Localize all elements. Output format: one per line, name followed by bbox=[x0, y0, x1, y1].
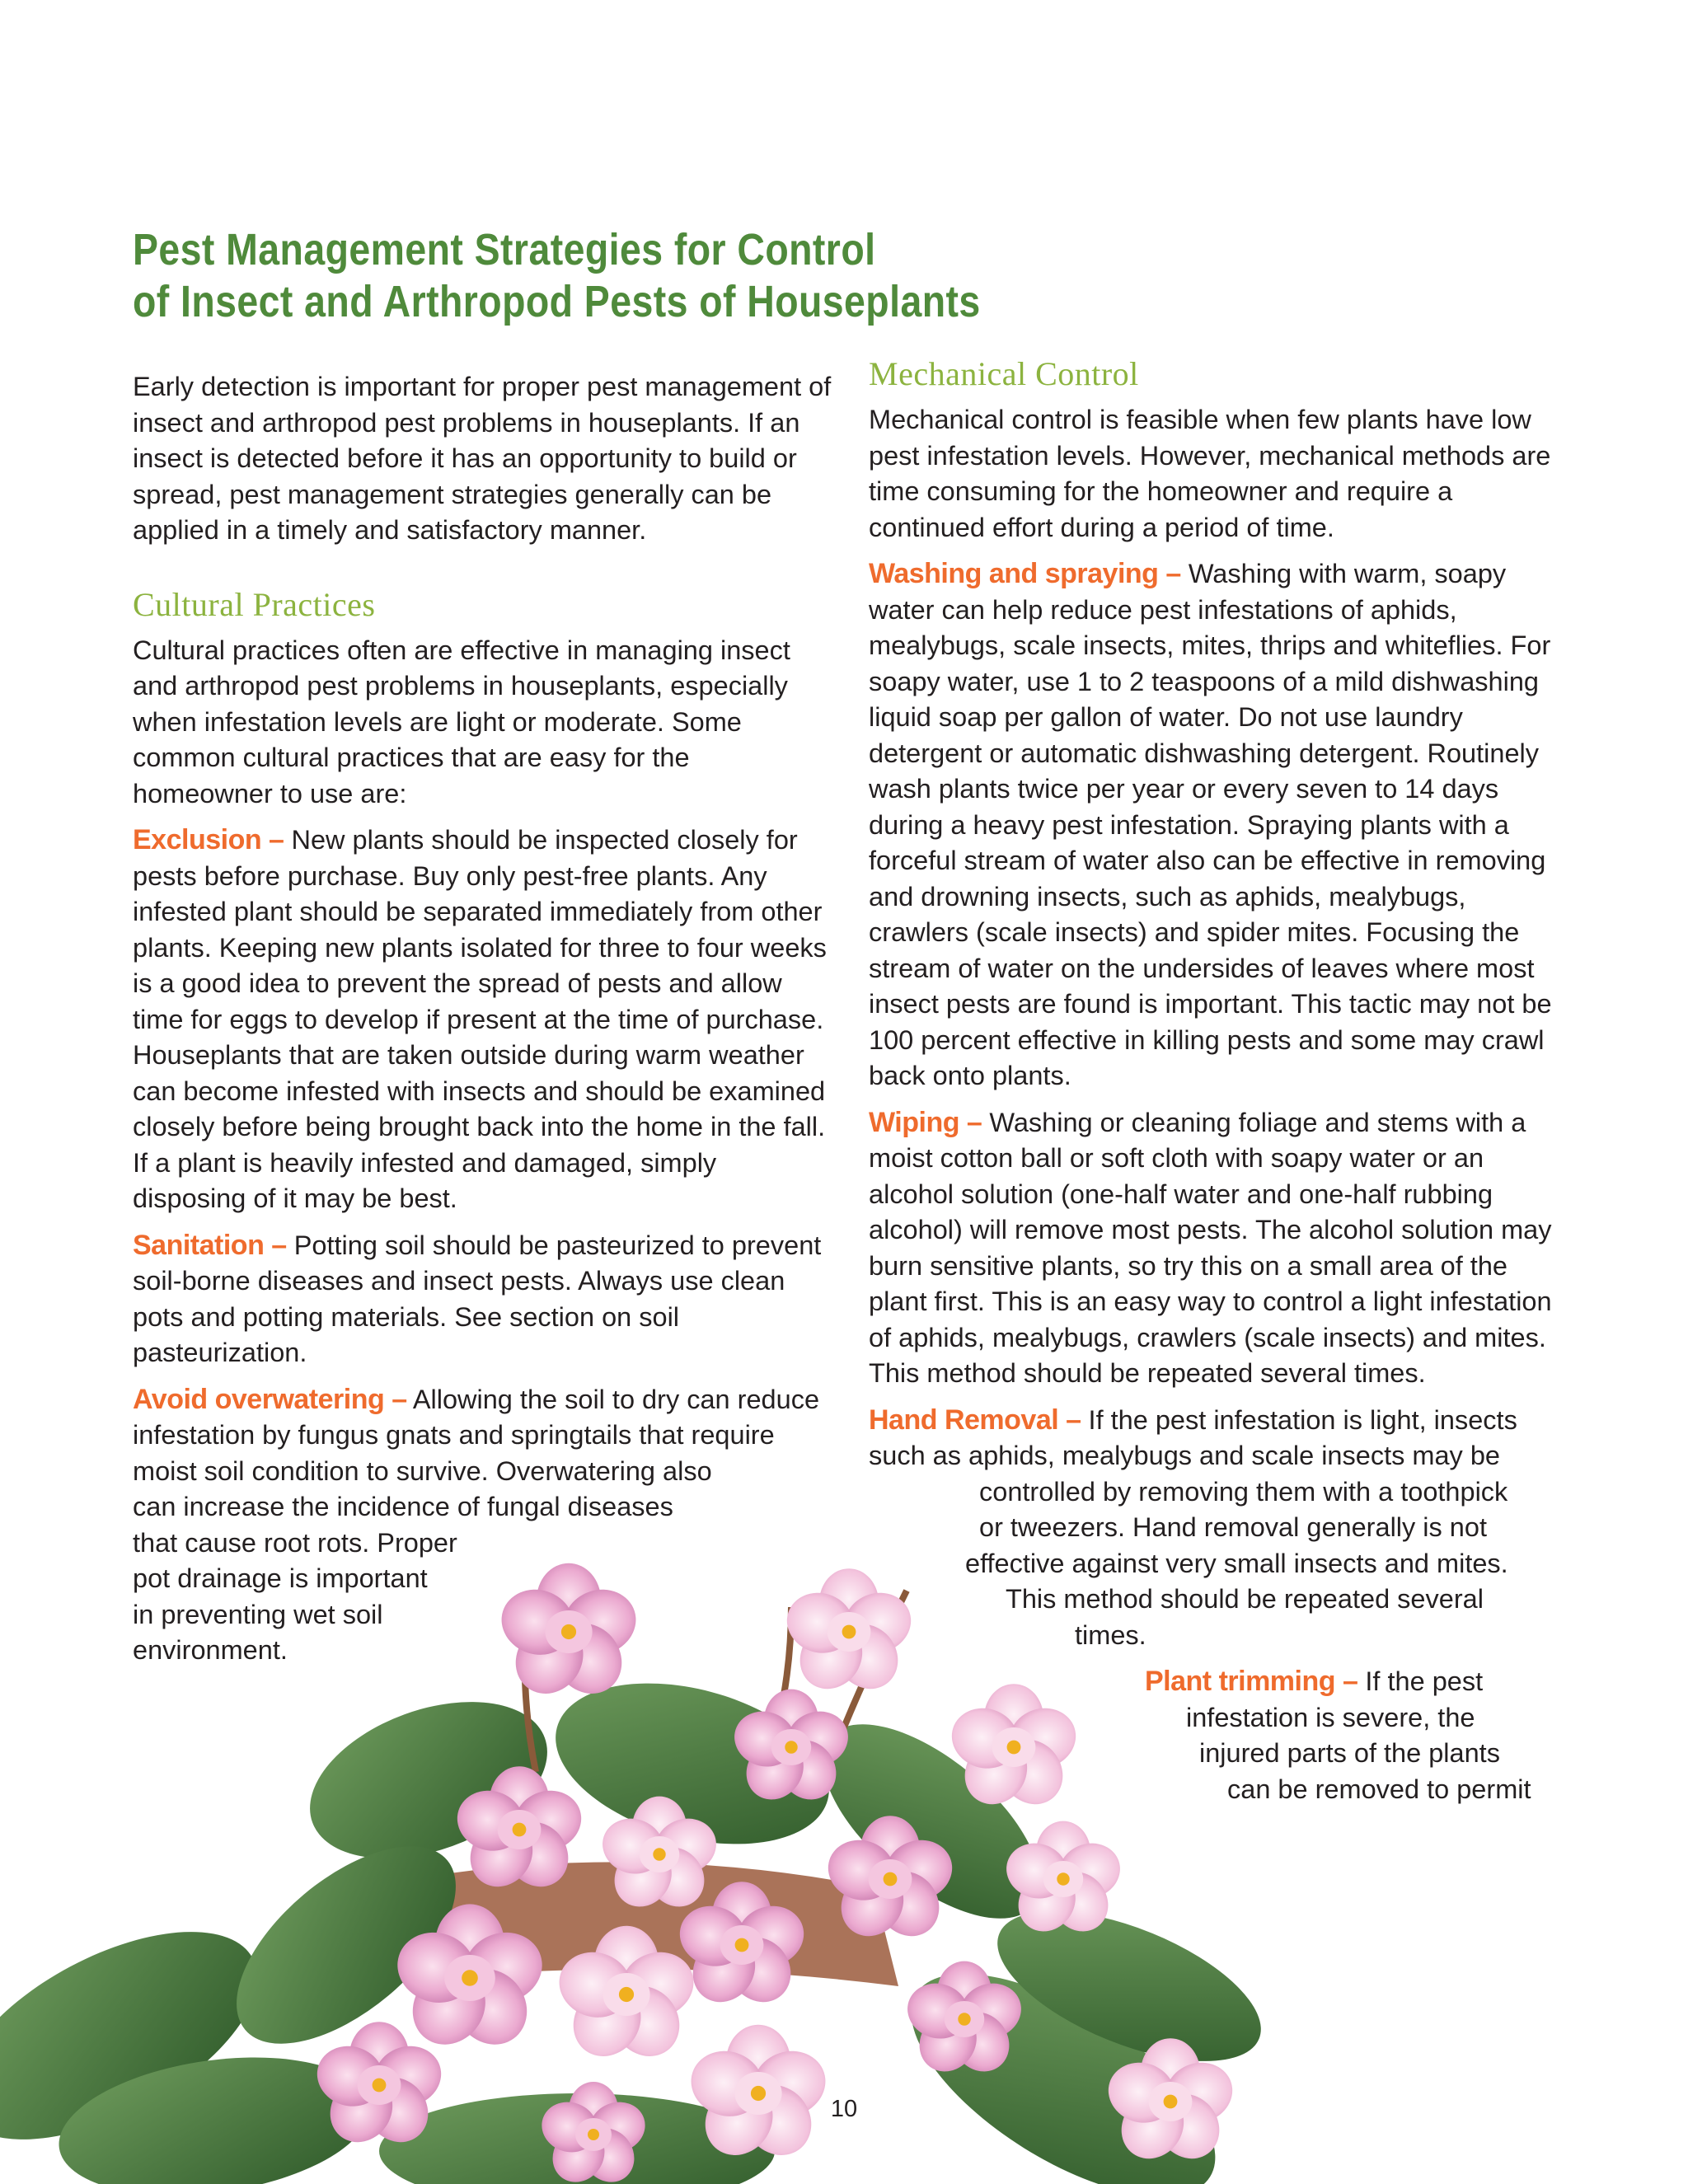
overwatering-line: can increase the incidence of fungal diseases bbox=[133, 1492, 673, 1521]
hand-removal-line: This method should be repeated several bbox=[1006, 1584, 1484, 1614]
trimming-line: can be removed to permit bbox=[1227, 1774, 1531, 1804]
cultural-practices-heading: Cultural Practices bbox=[133, 585, 376, 623]
exclusion-paragraph bbox=[133, 823, 833, 1217]
mechanical-control-heading: Mechanical Control bbox=[869, 355, 1139, 392]
wiping-text: Washing or cleaning foliage and stems with a moist cotton ball or soft cloth with soapy water or an alcohol solution (one-half water and one-half rubbing alcohol) will remove most pests. The alcohol solution may burn sensitive plants, so try this on a small area of the plant first. This is an easy way to control a light infestation of aphids, mealybugs, crawlers (scale insects) and mites. This method should be repeated several times. bbox=[869, 1107, 1552, 1388]
hand-removal-line: controlled by removing them with a toothpick bbox=[979, 1476, 1508, 1507]
hand-removal-line: effective against very small insects and mites. bbox=[965, 1548, 1508, 1578]
overwatering-paragraph bbox=[133, 1382, 833, 1669]
page-title-line-1: Pest Management Strategies for Control bbox=[133, 225, 876, 274]
overwatering-line: environment. bbox=[133, 1635, 288, 1665]
hand-removal-line: times. bbox=[1075, 1619, 1146, 1650]
sanitation-lead: Sanitation – bbox=[133, 1229, 287, 1261]
hand-removal-paragraph bbox=[869, 1403, 1569, 1654]
mechanical-intro-paragraph: Mechanical control is feasible when few plants have low pest infestation levels. However, mechanical methods are time consuming for the homeowner and require a continued effort during a period of time. bbox=[869, 405, 1551, 542]
sanitation-text: Potting soil should be pasteurized to prevent soil-borne diseases and insect pests. Always use clean pots and potting materials. See section on soil pasteurization. bbox=[133, 1230, 822, 1367]
intro-paragraph: Early detection is important for proper pest management of insect and arthropod pest problems in houseplants. If an insect is detected before it has an opportunity to build or spread, pest management strategies generally can be applied in a timely and satisfactory manner. bbox=[133, 372, 832, 545]
trimming-line: infestation is severe, the bbox=[1186, 1702, 1475, 1732]
trimming-line: injured parts of the plants bbox=[1199, 1738, 1500, 1768]
exclusion-text: New plants should be inspected closely for pests before purchase. Buy only pest-free plants. Any infested plant should be separated immediately from other plants. Keeping new plants isolated for three to four weeks is a good idea to prevent the spread of pests and allow time for eggs to develop if present at the time of purchase. Houseplants that are taken outside during warm weather can become infested with insects and should be examined closely before being brought back into the home in the fall. If a plant is heavily infested and damaged, simply disposing of it may be best. bbox=[133, 825, 827, 1213]
sanitation-paragraph bbox=[133, 1228, 833, 1371]
trimming-paragraph bbox=[869, 1664, 1569, 1807]
overwatering-line: in preventing wet soil bbox=[133, 1599, 383, 1629]
cultural-intro-paragraph: Cultural practices often are effective in managing insect and arthropod pest problems in houseplants, especially when infestation levels are light or moderate. Some common cultural practices that are easy for the homeowner to use are: bbox=[133, 635, 790, 808]
page-number: 10 bbox=[824, 2091, 864, 2127]
wiping-paragraph bbox=[869, 1105, 1569, 1392]
hand-removal-line: such as aphids, mealybugs and scale insects may be bbox=[869, 1441, 1500, 1470]
overwatering-text: Allowing the soil to dry can reduce infestation by fungus gnats and springtails that require moist soil condition to survive. Overwatering also bbox=[133, 1384, 820, 1486]
page-title-line-2: of Insect and Arthropod Pests of Houseplants bbox=[133, 277, 981, 326]
page-title bbox=[133, 224, 1196, 328]
trimming-lead: Plant trimming – bbox=[1145, 1666, 1358, 1697]
washing-paragraph bbox=[869, 556, 1569, 1094]
wiping-lead: Wiping – bbox=[869, 1106, 982, 1138]
exclusion-lead: Exclusion – bbox=[133, 824, 284, 855]
hand-removal-line: or tweezers. Hand removal generally is not bbox=[979, 1512, 1487, 1542]
hand-removal-lead: Hand Removal – bbox=[869, 1404, 1081, 1436]
right-column bbox=[869, 354, 1569, 1818]
overwatering-lead: Avoid overwatering – bbox=[133, 1383, 407, 1415]
trimming-text: If the pest bbox=[1357, 1666, 1484, 1696]
hand-removal-text: If the pest infestation is light, insects bbox=[1081, 1404, 1517, 1435]
overwatering-line: pot drainage is important bbox=[133, 1563, 428, 1593]
overwatering-line: that cause root rots. Proper bbox=[133, 1527, 457, 1558]
left-column bbox=[133, 369, 833, 1680]
washing-lead: Washing and spraying – bbox=[869, 558, 1181, 589]
washing-text: Washing with warm, soapy water can help reduce pest infestations of aphids, mealybugs, scale insects, mites, thrips and whiteflies. For soapy water, use 1 to 2 teaspoons of a mild dishwashing liquid soap per gallon of water. Do not use laundry detergent or automatic dishwashing detergent. Routinely wash plants twice per year or every seven to 14 days during a heavy pest infestation. Spraying plants with a forceful stream of water also can be effective in removing and drowning insects, such as aphids, mealybugs, crawlers (scale insects) and spider mites. Focusing the stream of water on the undersides of leaves where most insect pests are found is important. This tactic may not be 100 percent effective in killing pests and some may crawl back onto plants. bbox=[869, 559, 1552, 1090]
